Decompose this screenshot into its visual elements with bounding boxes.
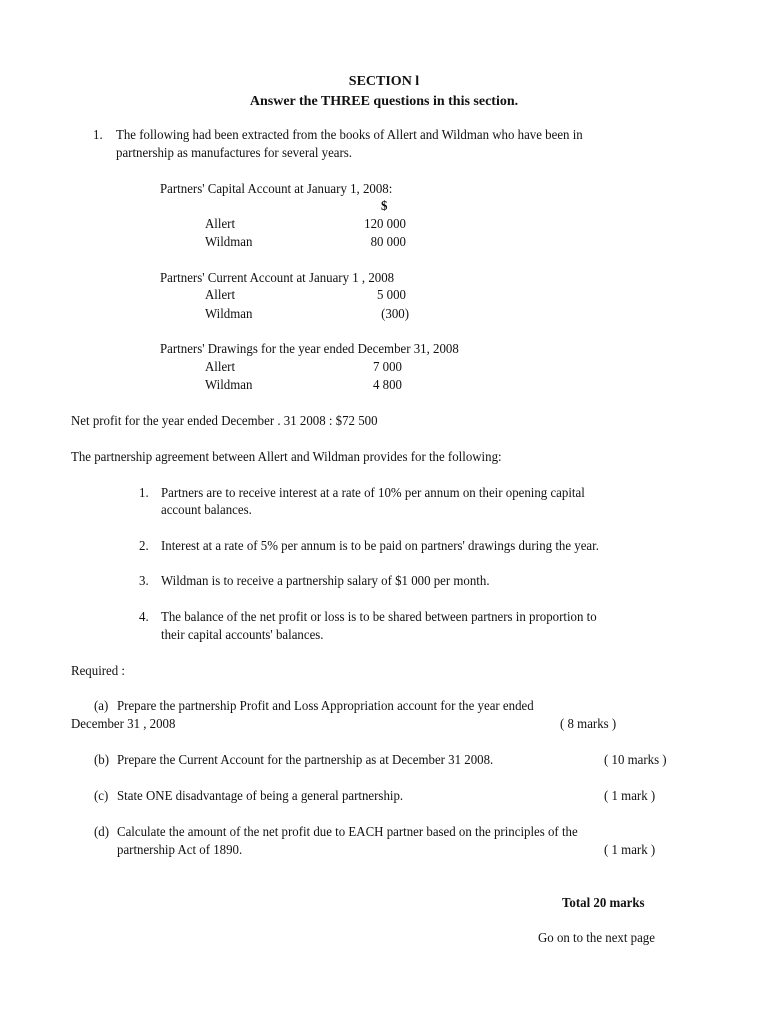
capital-account-title: Partners' Capital Account at January 1, 2008: xyxy=(160,182,393,197)
question-intro-line-2: partnership as manufactures for several years. xyxy=(116,146,353,161)
drawings-row-name: Wildman xyxy=(205,378,253,393)
part-marks: ( 1 mark ) xyxy=(604,843,656,858)
drawings-row-amount: 7 000 xyxy=(373,360,402,375)
agreement-item-text: Partners are to receive interest at a rate of 10% per annum on their opening capital xyxy=(161,486,585,501)
current-row-name: Allert xyxy=(205,288,236,303)
agreement-item-text: The balance of the net profit or loss is to be shared between partners in proportion to xyxy=(161,610,597,625)
agreement-item-number: 3. xyxy=(139,574,149,589)
part-text: Calculate the amount of the net profit due to EACH partner based on the principles of the xyxy=(117,825,578,840)
capital-row-amount: 120 000 xyxy=(364,217,406,232)
agreement-item-number: 4. xyxy=(139,610,149,625)
part-text: Prepare the partnership Profit and Loss Appropriation account for the year ended xyxy=(117,699,534,714)
current-account-title: Partners' Current Account at January 1 , 2008 xyxy=(160,271,395,286)
part-text: partnership Act of 1890. xyxy=(117,843,243,858)
part-letter: (d) xyxy=(94,825,110,840)
current-row-name: Wildman xyxy=(205,307,253,322)
current-row-amount: (300) xyxy=(381,307,409,322)
part-marks: ( 10 marks ) xyxy=(604,753,667,768)
current-row-amount: 5 000 xyxy=(377,288,406,303)
section-instruction: Answer the THREE questions in this section. xyxy=(249,94,519,109)
part-letter: (b) xyxy=(94,753,110,768)
part-text: December 31 , 2008 xyxy=(71,717,176,732)
section-heading: SECTION l xyxy=(348,74,420,89)
currency-symbol: $ xyxy=(381,199,388,214)
agreement-item-text: account balances. xyxy=(161,503,252,518)
agreement-item-number: 2. xyxy=(139,539,149,554)
part-marks: ( 1 mark ) xyxy=(604,789,656,804)
agreement-item-text: Wildman is to receive a partnership salary of $1 000 per month. xyxy=(161,574,490,589)
question-number: 1. xyxy=(93,128,103,143)
total-marks: Total 20 marks xyxy=(562,896,645,911)
part-marks: ( 8 marks ) xyxy=(560,717,617,732)
net-profit-statement: Net profit for the year ended December . 31 2008 : $72 500 xyxy=(71,414,378,429)
agreement-item-number: 1. xyxy=(139,486,149,501)
part-letter: (c) xyxy=(94,789,109,804)
capital-row-name: Wildman xyxy=(205,235,253,250)
drawings-title: Partners' Drawings for the year ended December 31, 2008 xyxy=(160,342,459,357)
part-letter: (a) xyxy=(94,699,109,714)
next-page-note: Go on to the next page xyxy=(538,931,655,946)
agreement-item-text: their capital accounts' balances. xyxy=(161,628,324,643)
agreement-intro: The partnership agreement between Allert and Wildman provides for the following: xyxy=(71,450,502,465)
question-intro-line-1: The following had been extracted from the books of Allert and Wildman who have been in xyxy=(116,128,583,143)
drawings-row-amount: 4 800 xyxy=(373,378,402,393)
agreement-item-text: Interest at a rate of 5% per annum is to be paid on partners' drawings during the year. xyxy=(161,539,599,554)
part-text: State ONE disadvantage of being a general partnership. xyxy=(117,789,404,804)
drawings-row-name: Allert xyxy=(205,360,236,375)
part-text: Prepare the Current Account for the partnership as at December 31 2008. xyxy=(117,753,494,768)
capital-row-name: Allert xyxy=(205,217,236,232)
capital-row-amount: 80 000 xyxy=(370,235,406,250)
required-label: Required : xyxy=(71,664,126,679)
